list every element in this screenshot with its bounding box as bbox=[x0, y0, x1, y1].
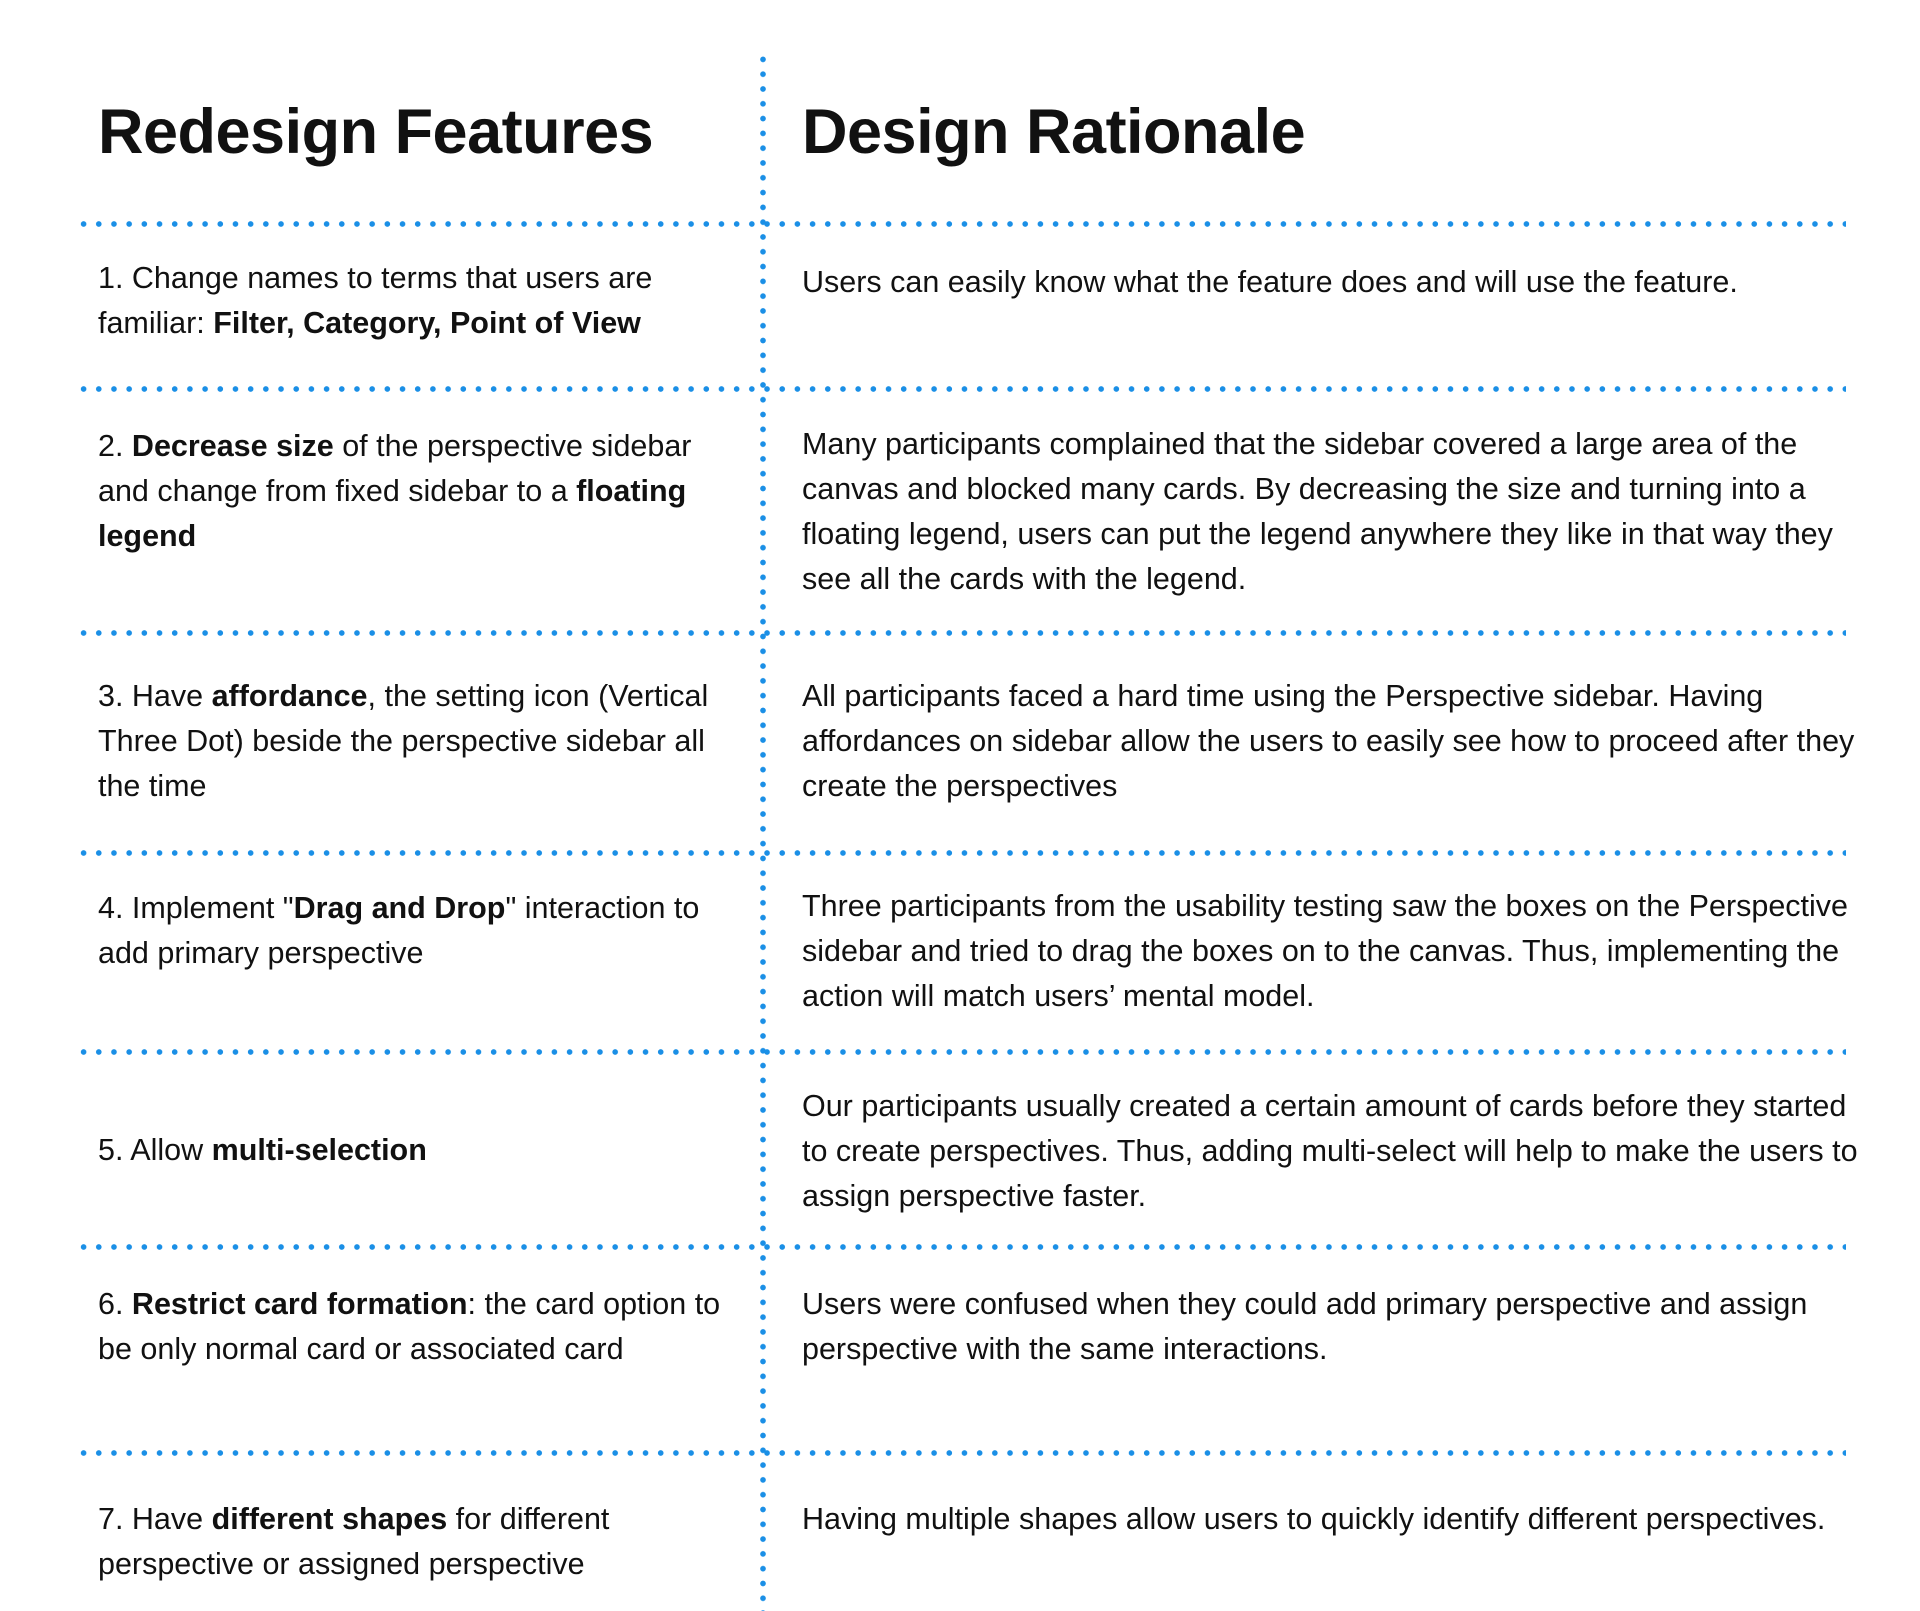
row-divider bbox=[76, 1049, 1846, 1055]
feature-text: 7. Have bbox=[98, 1502, 212, 1536]
feature-cell bbox=[98, 1282, 748, 1372]
rationale-cell: Users were confused when they could add primary perspective and assign perspective with the same interactions. bbox=[802, 1287, 1808, 1366]
row-divider bbox=[76, 1450, 1846, 1456]
feature-text: for different perspective or assigned perspective bbox=[98, 1502, 610, 1581]
feature-text: 6. bbox=[98, 1287, 132, 1321]
rationale-cell: Three participants from the usability testing saw the boxes on the Perspective sidebar and tried to drag the boxes on to the canvas. Thus, implementing the action will match users’ mental model. bbox=[802, 889, 1849, 1013]
rationale-column-heading: Design Rationale bbox=[802, 97, 1306, 167]
feature-text: 1. Change names to terms that users are familiar: bbox=[98, 261, 653, 340]
feature-cell bbox=[98, 256, 748, 346]
feature-cell bbox=[98, 886, 748, 976]
feature-emphasis: affordance bbox=[211, 679, 368, 713]
feature-text: 4. Implement " bbox=[98, 891, 294, 925]
feature-emphasis: different shapes bbox=[211, 1502, 448, 1536]
feature-text: 3. Have bbox=[98, 679, 212, 713]
feature-emphasis: Decrease size bbox=[131, 429, 334, 463]
rationale-cell: Having multiple shapes allow users to quickly identify different perspectives. bbox=[802, 1502, 1826, 1536]
feature-cell bbox=[98, 1497, 748, 1587]
feature-text: , the setting icon (Vertical Three Dot) beside the perspective sidebar all the time bbox=[98, 679, 709, 803]
row-divider bbox=[76, 630, 1846, 636]
feature-text: 2. bbox=[98, 429, 132, 463]
row-divider bbox=[76, 1244, 1846, 1250]
row-divider bbox=[76, 386, 1846, 392]
feature-text: of the perspective sidebar and change from fixed sidebar to a bbox=[98, 429, 692, 508]
feature-emphasis: multi-selection bbox=[211, 1133, 427, 1167]
feature-emphasis: Drag and Drop bbox=[293, 891, 506, 925]
feature-emphasis: floating legend bbox=[98, 474, 687, 553]
rationale-cell: Users can easily know what the feature does and will use the feature. bbox=[802, 265, 1738, 299]
feature-emphasis: Filter, Category, Point of View bbox=[213, 306, 641, 340]
feature-cell bbox=[98, 674, 748, 809]
feature-text: 5. Allow bbox=[98, 1133, 212, 1167]
feature-emphasis: Restrict card formation bbox=[131, 1287, 468, 1321]
rationale-cell: Many participants complained that the sidebar covered a large area of the canvas and blocked many cards. By decreasing the size and turning into a floating legend, users can put the legend anywhere they like in that way they see all the cards with the legend. bbox=[802, 427, 1833, 596]
rationale-cell: All participants faced a hard time using the Perspective sidebar. Having affordances on sidebar allow the users to easily see how to proceed after they create the perspectives bbox=[802, 679, 1855, 803]
feature-cell bbox=[98, 1128, 748, 1173]
row-divider bbox=[76, 850, 1846, 856]
feature-cell bbox=[98, 424, 748, 559]
features-column-heading: Redesign Features bbox=[98, 97, 654, 167]
row-divider bbox=[76, 221, 1846, 227]
feature-text: : the card option to be only normal card or associated card bbox=[98, 1287, 721, 1366]
feature-text: " interaction to add primary perspective bbox=[98, 891, 700, 970]
rationale-cell: Our participants usually created a certain amount of cards before they started to create perspectives. Thus, adding multi-select will help to make the users to assign perspective faster. bbox=[802, 1089, 1858, 1213]
column-divider bbox=[760, 52, 766, 1611]
